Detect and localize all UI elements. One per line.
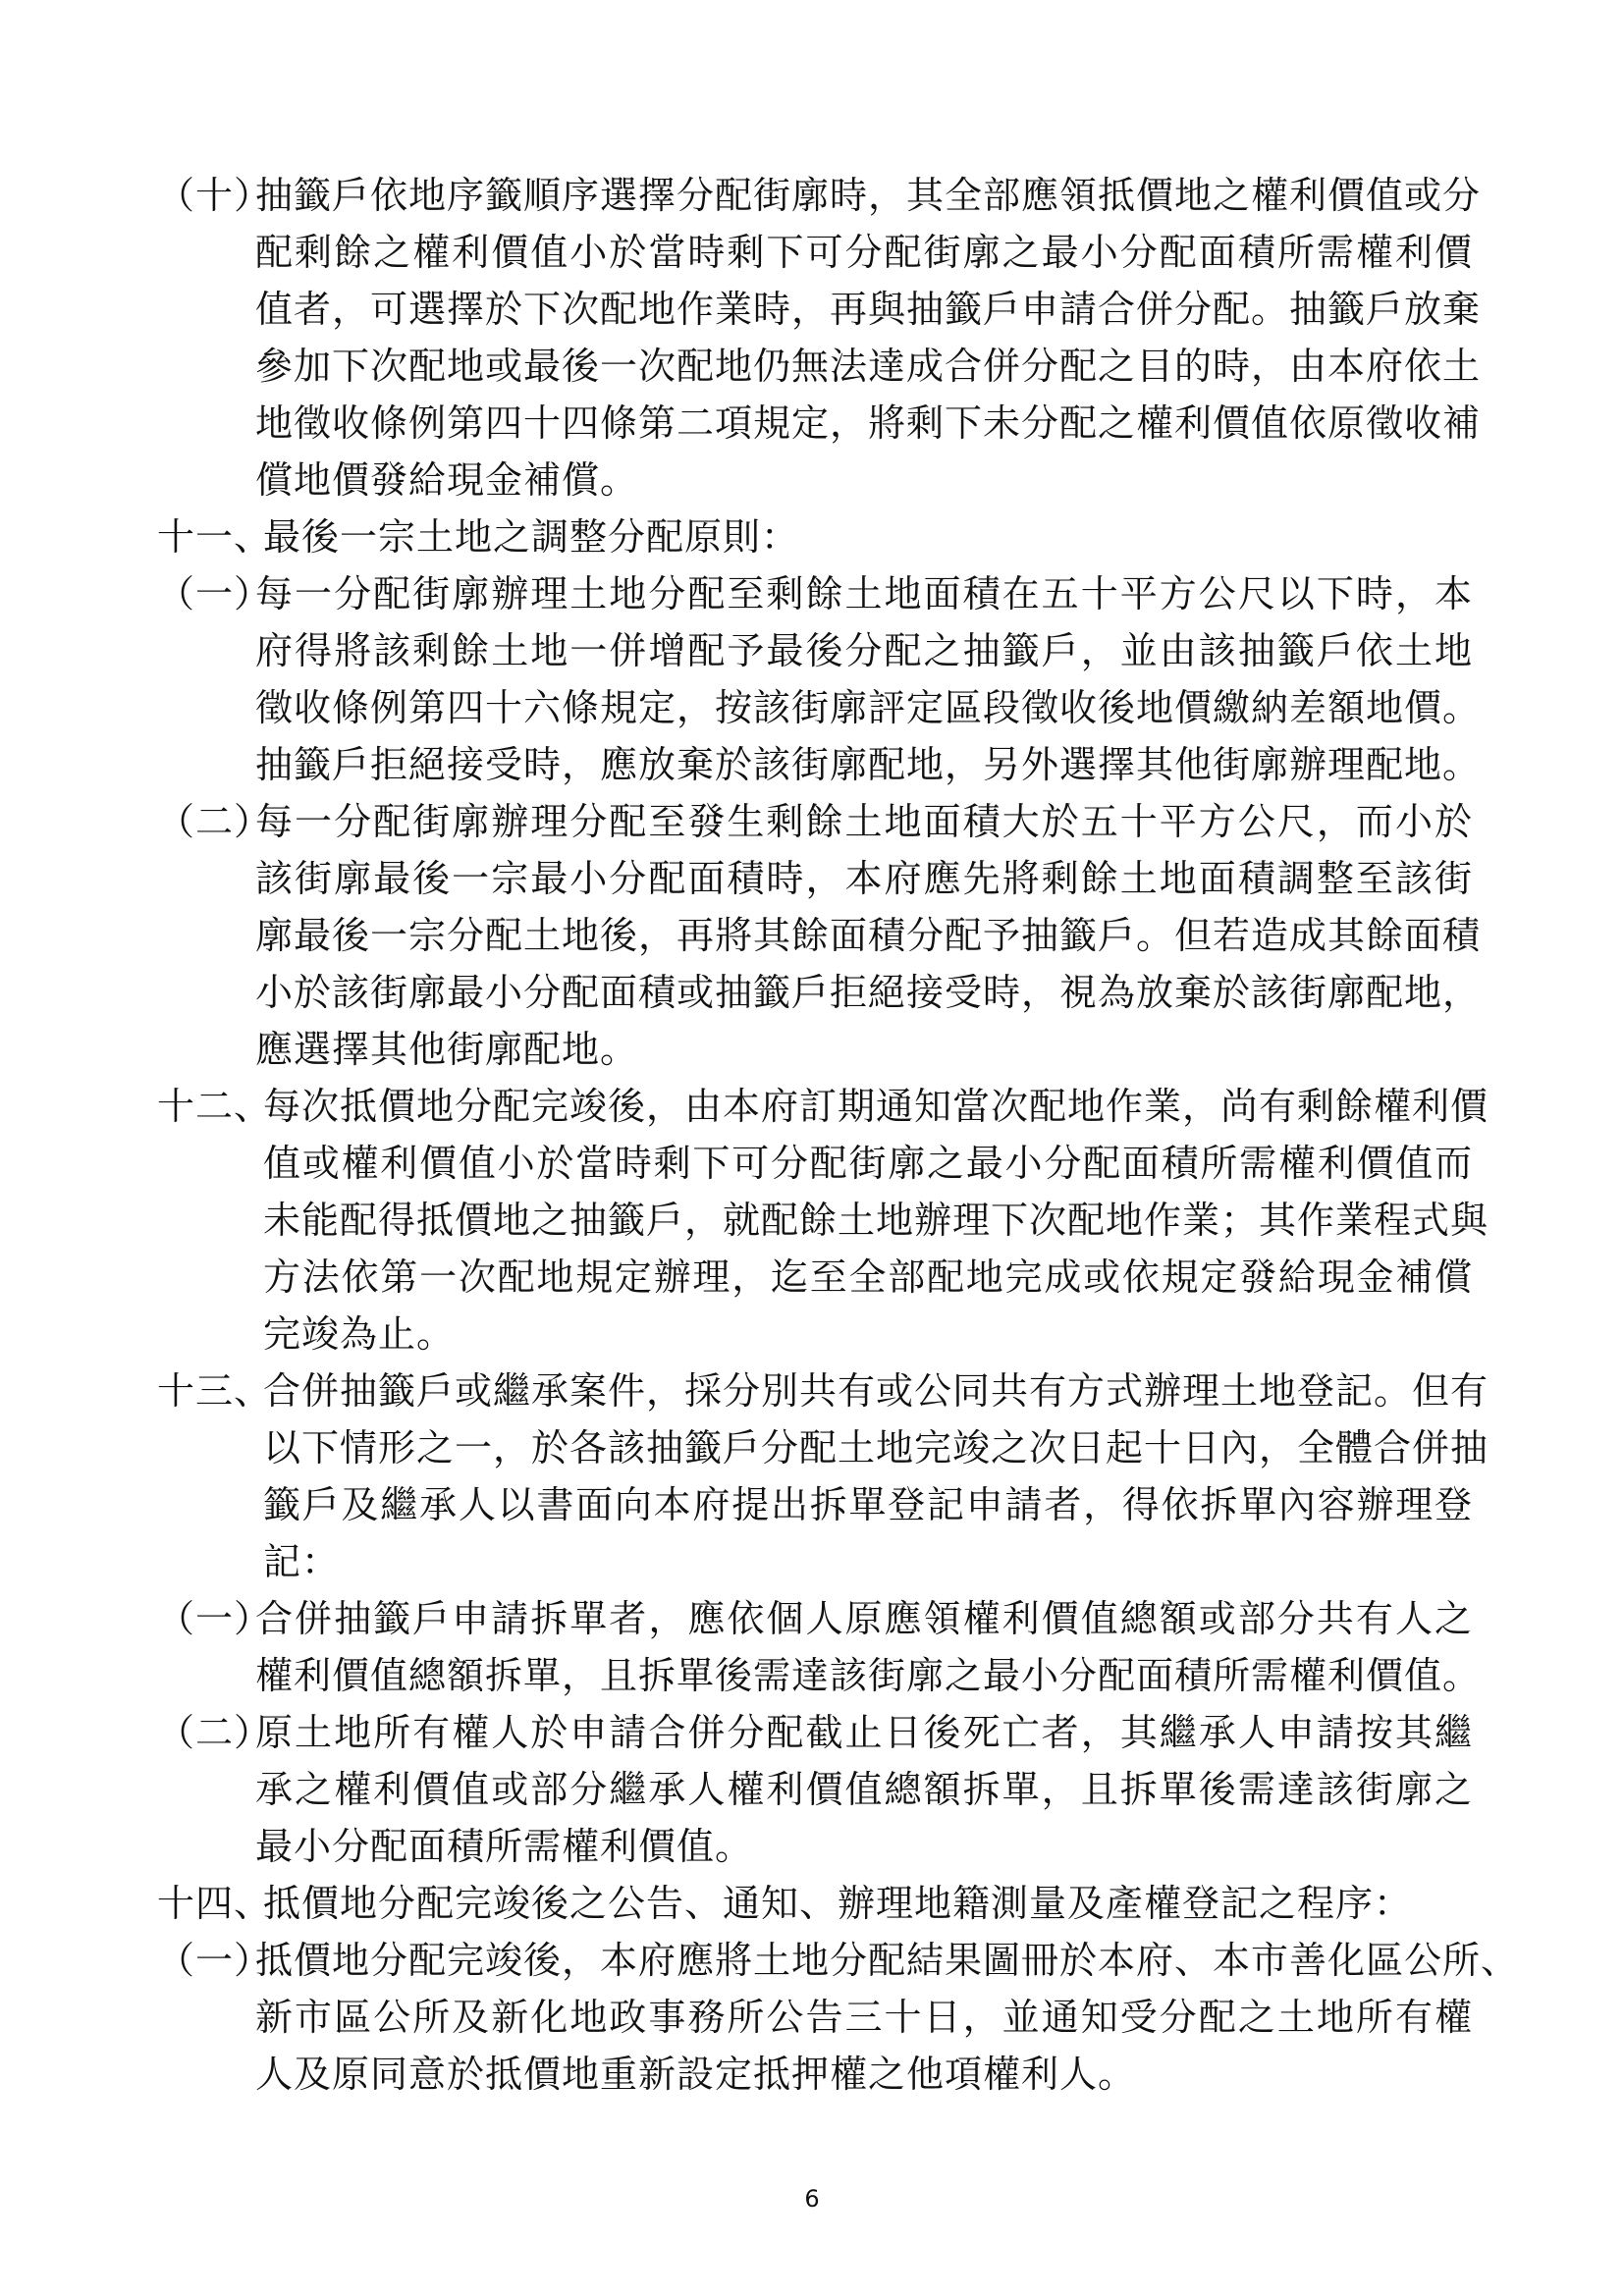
- text-line: 參加下次配地或最後一次配地仍無法達成合併分配之目的時，由本府依土: [255, 345, 1482, 388]
- text-line: 徵收條例第四十六條規定，按該街廓評定區段徵收後地價繳納差額地價。: [255, 686, 1482, 729]
- text-line: 該街廓最後一宗最小分配面積時，本府應先將剩餘土地面積調整至該街: [255, 857, 1473, 900]
- text-line: 配剩餘之權利價值小於當時剩下可分配街廓之最小分配面積所需權利價: [255, 231, 1473, 274]
- section-heading-11: [157, 508, 1473, 565]
- text-line: 每次抵價地分配完竣後，由本府訂期通知當次配地作業，尚有剩餘權利價: [263, 1085, 1489, 1128]
- item-marker: （十）: [157, 174, 273, 217]
- text-line: 小於該街廓最小分配面積或抽籤戶拒絕接受時，視為放棄於該街廓配地，: [255, 971, 1482, 1014]
- text-line: 記：: [263, 1540, 341, 1583]
- text-line: 權利價值總額拆單，且拆單後需達該街廓之最小分配面積所需權利價值。: [255, 1654, 1482, 1697]
- section-marker: 十一、: [157, 515, 273, 559]
- section-marker: 十二、: [157, 1085, 273, 1128]
- text-line: 最小分配面積所需權利價值。: [255, 1825, 754, 1868]
- text-line: 抵價地分配完竣後，本府應將土地分配結果圖冊於本府、本市善化區公所、: [255, 1939, 1520, 1982]
- item-marker: （二）: [157, 1711, 273, 1754]
- item-marker: （一）: [157, 572, 273, 615]
- paragraph-item-14-1: [157, 1932, 1520, 2103]
- text-line: 值或權利價值小於當時剩下可分配街廓之最小分配面積所需權利價值而: [263, 1142, 1473, 1185]
- item-marker: （一）: [157, 1597, 273, 1640]
- section-item-13: [157, 1362, 1489, 1590]
- text-line: 每一分配街廓辦理分配至發生剩餘土地面積大於五十平方公尺，而小於: [255, 800, 1473, 843]
- text-line: 應選擇其他街廓配地。: [255, 1028, 639, 1071]
- paragraph-item-13-1: [157, 1590, 1482, 1704]
- text-line: 籤戶及繼承人以書面向本府提出拆單登記申請者，得依拆單內容辦理登: [263, 1483, 1473, 1526]
- section-marker: 十三、: [157, 1369, 273, 1413]
- text-line: 府得將該剩餘土地一併增配予最後分配之抽籤戶，並由該抽籤戶依土地: [255, 629, 1473, 672]
- text-line: 原土地所有權人於申請合併分配截止日後死亡者，其繼承人申請按其繼: [255, 1711, 1473, 1754]
- paragraph-item-11-1: [157, 565, 1482, 793]
- page-number: 6: [804, 2185, 820, 2213]
- paragraph-item-11-2: [157, 793, 1482, 1078]
- section-item-12: [157, 1078, 1489, 1362]
- text-line: 以下情形之一，於各該抽籤戶分配土地完竣之次日起十日內，全體合併抽: [263, 1426, 1489, 1469]
- text-line: 償地價發給現金補償。: [255, 458, 639, 502]
- paragraph-item-13-2: [157, 1704, 1473, 1875]
- text-line: 新市區公所及新化地政事務所公告三十日，並通知受分配之土地所有權: [255, 1996, 1473, 2039]
- text-line: 完竣為止。: [263, 1312, 456, 1356]
- text-line: 抽籤戶依地序籤順序選擇分配街廓時，其全部應領抵價地之權利價值或分: [255, 174, 1482, 217]
- paragraph-item-10: [157, 167, 1482, 508]
- item-marker: （一）: [157, 1939, 273, 1982]
- text-line: 地徵收條例第四十四條第二項規定，將剩下未分配之權利價值依原徵收補: [255, 401, 1482, 445]
- section-heading-14: [157, 1875, 1473, 1932]
- text-line: 承之權利價值或部分繼承人權利價值總額拆單，且拆單後需達該街廓之: [255, 1768, 1473, 1811]
- text-line: 值者，可選擇於下次配地作業時，再與抽籤戶申請合併分配。抽籤戶放棄: [255, 288, 1482, 331]
- text-line: 合併抽籤戶或繼承案件，採分別共有或公同共有方式辦理土地登記。但有: [263, 1369, 1489, 1413]
- text-line: 方法依第一次配地規定辦理，迄至全部配地完成或依規定發給現金補償: [263, 1255, 1473, 1299]
- section-marker: 十四、: [157, 1882, 273, 1925]
- text-line: 人及原同意於抵價地重新設定抵押權之他項權利人。: [255, 2053, 1137, 2096]
- text-line: 合併抽籤戶申請拆單者，應依個人原應領權利價值總額或部分共有人之: [255, 1597, 1473, 1640]
- text-line: 廓最後一宗分配土地後，再將其餘面積分配予抽籤戶。但若造成其餘面積: [255, 914, 1482, 957]
- text-line: 未能配得抵價地之抽籤戶，就配餘土地辦理下次配地作業；其作業程式與: [263, 1199, 1489, 1242]
- text-line: 抽籤戶拒絕接受時，應放棄於該街廓配地，另外選擇其他街廓辦理配地。: [255, 743, 1482, 786]
- text-line: 最後一宗土地之調整分配原則：: [263, 515, 800, 559]
- item-marker: （二）: [157, 800, 273, 843]
- text-line: 抵價地分配完竣後之公告、通知、辦理地籍測量及產權登記之程序：: [263, 1882, 1413, 1925]
- text-line: 每一分配街廓辦理土地分配至剩餘土地面積在五十平方公尺以下時，本: [255, 572, 1473, 615]
